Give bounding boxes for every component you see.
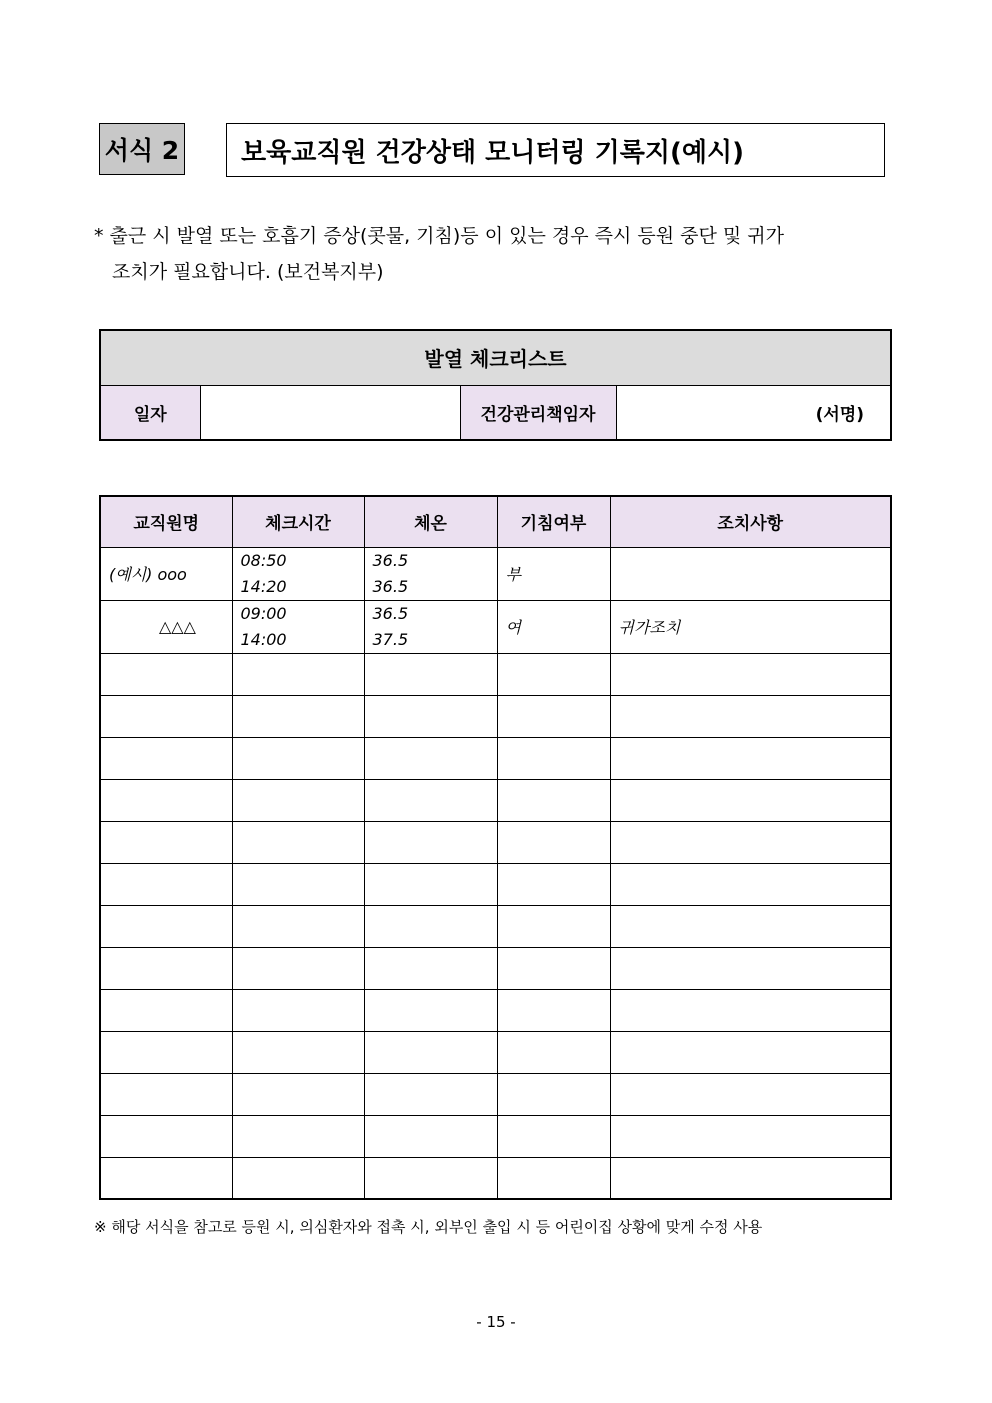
date-field[interactable] — [200, 385, 460, 440]
table-row — [100, 821, 891, 863]
table-row — [100, 947, 891, 989]
check-time-cell[interactable] — [232, 947, 364, 989]
cough-cell[interactable] — [497, 947, 610, 989]
check-time-cell[interactable] — [232, 905, 364, 947]
check-time-cell[interactable] — [232, 821, 364, 863]
table-row — [100, 737, 891, 779]
action-cell[interactable] — [610, 1073, 891, 1115]
staff-name-cell[interactable] — [100, 653, 232, 695]
header-staff-name: 교직원명 — [100, 496, 232, 547]
temperature-cell[interactable] — [364, 821, 497, 863]
temperature-cell[interactable] — [364, 779, 497, 821]
check-time-cell[interactable] — [232, 1157, 364, 1199]
staff-name-cell[interactable] — [100, 863, 232, 905]
cough-cell[interactable] — [497, 989, 610, 1031]
check-time-1: 08:50 — [240, 550, 287, 570]
fever-checklist-table — [99, 329, 892, 441]
action-cell[interactable] — [610, 863, 891, 905]
cough-cell[interactable] — [497, 737, 610, 779]
temperature-cell[interactable] — [364, 695, 497, 737]
cough-cell[interactable] — [497, 1157, 610, 1199]
table-row — [100, 863, 891, 905]
action-cell[interactable] — [610, 695, 891, 737]
table-row — [100, 1073, 891, 1115]
temperature-cell[interactable] — [364, 947, 497, 989]
temperature-cell[interactable] — [364, 547, 497, 600]
notice-line-1: * 출근 시 발열 또는 호흡기 증상(콧물, 기침)등 이 있는 경우 즉시 등원 중단 및 귀가 — [94, 225, 784, 247]
check-time-cell[interactable] — [232, 989, 364, 1031]
cough-cell[interactable] — [497, 653, 610, 695]
cough-cell[interactable] — [497, 779, 610, 821]
temperature-cell[interactable] — [364, 1157, 497, 1199]
staff-name-cell[interactable] — [100, 695, 232, 737]
table-row — [100, 600, 891, 653]
temperature-2: 36.5 — [372, 576, 409, 596]
staff-name-cell[interactable] — [100, 1157, 232, 1199]
temperature-1: 36.5 — [372, 603, 409, 623]
table-row — [100, 547, 891, 600]
temperature-cell[interactable] — [364, 1073, 497, 1115]
table-row — [100, 695, 891, 737]
temperature-1: 36.5 — [372, 550, 409, 570]
action-cell[interactable] — [610, 737, 891, 779]
action-cell[interactable] — [610, 1157, 891, 1199]
fever-checklist-title: 발열 체크리스트 — [100, 330, 891, 385]
table-header-row — [100, 496, 891, 547]
check-time-cell[interactable] — [232, 600, 364, 653]
temperature-cell[interactable] — [364, 905, 497, 947]
form-number-label: 서식 2 — [99, 123, 185, 175]
check-time-cell[interactable] — [232, 1115, 364, 1157]
page-number: - 15 - — [476, 1313, 516, 1331]
cough-cell[interactable] — [497, 1073, 610, 1115]
notice-text — [94, 218, 899, 290]
check-time-cell[interactable] — [232, 863, 364, 905]
cough-cell[interactable] — [497, 821, 610, 863]
check-time-1: 09:00 — [240, 603, 287, 623]
table-row — [100, 989, 891, 1031]
document-title: 보육교직원 건강상태 모니터링 기록지(예시) — [226, 123, 885, 177]
action-cell[interactable] — [610, 905, 891, 947]
table-row — [100, 905, 891, 947]
notice-line-2: 조치가 필요합니다. (보건복지부) — [112, 261, 384, 283]
staff-name-cell[interactable] — [100, 1031, 232, 1073]
temperature-cell[interactable] — [364, 653, 497, 695]
table-row — [100, 653, 891, 695]
cough-cell[interactable] — [497, 863, 610, 905]
table-row — [100, 779, 891, 821]
temperature-2: 37.5 — [372, 629, 409, 649]
check-time-cell[interactable] — [232, 547, 364, 600]
temperature-cell[interactable] — [364, 1031, 497, 1073]
action-cell[interactable] — [610, 821, 891, 863]
action-cell[interactable] — [610, 989, 891, 1031]
cough-cell[interactable] — [497, 1031, 610, 1073]
cough-cell[interactable] — [497, 905, 610, 947]
date-label: 일자 — [100, 385, 200, 440]
temperature-cell[interactable] — [364, 600, 497, 653]
check-time-cell[interactable] — [232, 779, 364, 821]
table-row — [100, 1115, 891, 1157]
temperature-cell[interactable] — [364, 989, 497, 1031]
staff-monitoring-table — [99, 495, 892, 1200]
staff-name-cell[interactable]: (예시) ooo — [100, 547, 232, 600]
action-cell[interactable] — [610, 1031, 891, 1073]
staff-name-cell[interactable] — [100, 779, 232, 821]
check-time-cell[interactable] — [232, 695, 364, 737]
cough-cell[interactable] — [497, 695, 610, 737]
staff-name-cell[interactable] — [100, 989, 232, 1031]
check-time-cell[interactable] — [232, 653, 364, 695]
action-cell[interactable] — [610, 947, 891, 989]
signature-field[interactable]: (서명) — [616, 385, 891, 440]
temperature-cell[interactable] — [364, 737, 497, 779]
staff-name-cell[interactable] — [100, 1073, 232, 1115]
cough-cell[interactable]: 여 — [497, 600, 610, 653]
check-time-cell[interactable] — [232, 1031, 364, 1073]
header-temperature: 체온 — [364, 496, 497, 547]
staff-name-cell[interactable] — [100, 905, 232, 947]
temperature-cell[interactable] — [364, 1115, 497, 1157]
table-row — [100, 1031, 891, 1073]
footnote: ※ 해당 서식을 참고로 등원 시, 의심환자와 접촉 시, 외부인 출입 시 등 어린이집 상황에 맞게 수정 사용 — [94, 1218, 763, 1236]
action-cell[interactable] — [610, 653, 891, 695]
check-time-cell[interactable] — [232, 737, 364, 779]
staff-name-cell[interactable] — [100, 1115, 232, 1157]
check-time-cell[interactable] — [232, 1073, 364, 1115]
action-cell[interactable] — [610, 1115, 891, 1157]
staff-name-cell[interactable]: △△△ — [100, 600, 232, 653]
header-check-time: 체크시간 — [232, 496, 364, 547]
health-manager-label: 건강관리책임자 — [460, 385, 616, 440]
cough-cell[interactable]: 부 — [497, 547, 610, 600]
temperature-cell[interactable] — [364, 863, 497, 905]
action-cell[interactable] — [610, 547, 891, 600]
table-row — [100, 1157, 891, 1199]
check-time-2: 14:20 — [240, 576, 287, 596]
action-cell[interactable] — [610, 779, 891, 821]
header-cough: 기침여부 — [497, 496, 610, 547]
staff-name-cell[interactable] — [100, 821, 232, 863]
check-time-2: 14:00 — [240, 629, 287, 649]
header-action: 조치사항 — [610, 496, 891, 547]
cough-cell[interactable] — [497, 1115, 610, 1157]
staff-name-cell[interactable] — [100, 947, 232, 989]
action-cell[interactable]: 귀가조치 — [610, 600, 891, 653]
staff-name-cell[interactable] — [100, 737, 232, 779]
